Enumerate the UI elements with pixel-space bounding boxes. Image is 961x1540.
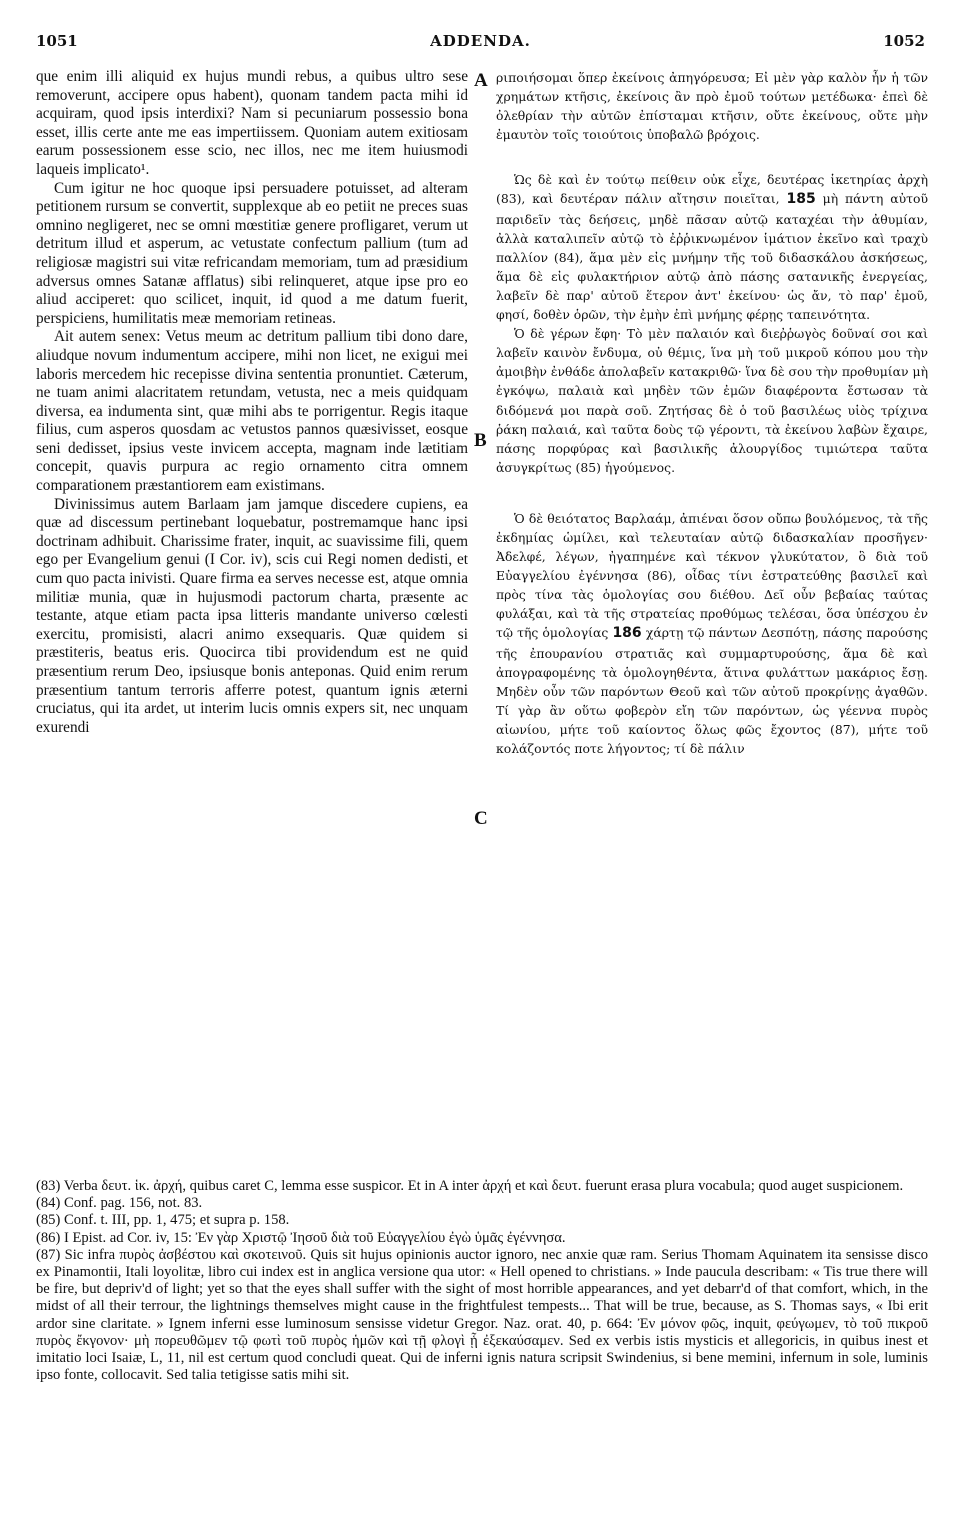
latin-paragraph: que enim illi aliquid ex hujus mundi rebus, a quibus ultro sese removerunt, accipere opus habent), quonam tandem pacta mihi id acquiram, quod ipsis interdixi? Nam si pecuniarum possessio bona esset, illis certe ante me eas impertiissem. Quoniam autem exitiosam earum possessionem esse scio, nec illos, nec me item huiusmodi laqueis implicato¹. <box>36 68 468 178</box>
latin-paragraph: Divinissimus autem Barlaam jam jamque discedere cupiens, ea quæ ad discessum pertinebant loquebatur, postremamque hanc ipsi doctrinam adhibuit. Charissime frater, inquit, ac suavissime fili, quem ego per Evangelium genui (I Cor. iv), scis cui Regi nomen dedisti, et cum quo pacta inivisti. Quare firma ea serves necesse est, atque omnia militiæ munia, quæ in hujusmodi pactorum charta, præsente ac testante, atque etiam pacta ipsa litteris mandante universo cœlesti exercitu, promisisti, alacri animo exsequaris. Quæ quidem si præstiteris, beatus eris. Quocirca tibi providendum est ne quid præsentium rerum Deo, ipsiusque bonis anteponas. Quid enim rerum præsentium tantum terroris afferre potest, quantum ignis æterni cruciatus, qui ita ardet, ut interim lucis omnis expers sit, nec unquam exurendi <box>36 495 468 736</box>
greek-paragraph <box>496 170 928 324</box>
greek-text: χάρτῃ τῷ πάντων Δεσπότῃ, πάσης παρούσης τῆς ἐπουρανίου στρατιᾶς καὶ συμμαρτυρούσης, ἅμα δὲ καὶ ἀπογραφομένης τὰ ὁμολογηθέντα, ἅτινα φυλάττων μακάριος ἔσῃ. Μηδὲν οὖν τῶν παρόντων Θεοῦ καὶ τῶν αὐτοῦ προκρίνῃς ἀγαθῶν. Τί γὰρ ἂν οὕτω φοβερὸν εἴη τῶν παρόντων, ὡς γέεννα πυρὸς αἰωνίου, μήτε τοῦ καίοντος ὅλως φῶς ἔχοντος (87), μήτε τοῦ κολάζοντός ποτε λήγοντος; τί δὲ πάλιν <box>496 625 928 756</box>
footnote: (86) I Epist. ad Cor. iv, 15: Ἐν γὰρ Χριστῷ Ἰησοῦ διὰ τοῦ Εὐαγγελίου ἐγὼ ὑμᾶς ἐγέννησα. <box>36 1229 566 1246</box>
column-number-186: 186 <box>612 625 642 642</box>
section-marker-c: C <box>474 808 488 829</box>
greek-column <box>496 68 928 758</box>
section-marker-a: A <box>474 70 488 91</box>
greek-paragraph: ριποιήσομαι ὅπερ ἐκείνοις ἀπηγόρευσα; Εἰ μὲν γὰρ καλὸν ἦν ἡ τῶν χρημάτων κτῆσις, ἐκείνοις ἂν πρὸ ἐμοῦ τούτων μετέδωκα· ἐπεὶ δὲ ὀλεθρίαν τὴν αὐτῶν ἐπίσταμαι κτῆσιν, οὔτε ἐκείνους, οὔτε μὴν ἐμαυτὸν τοῖς τοιούτοις ὑποβαλῶ βρόχοις. <box>496 70 928 143</box>
section-marker-b: B <box>474 430 487 451</box>
greek-text: Ὡς δὲ καὶ ἐν τούτῳ πείθειν οὐκ εἶχε, δευτέρας ἱκετηρίας ἀρχὴ (83), καὶ δευτέραν πάλιν αἴτησιν ποιεῖται, <box>496 172 928 207</box>
running-title: ADDENDA. <box>430 32 531 50</box>
right-page-number: 1052 <box>883 32 925 50</box>
greek-text: μὴ πάντη αὐτοῦ παριδεῖν τὰς δεήσεις, μηδὲ πᾶσαν αὐτῷ καταχέαι τὴν ἀθυμίαν, ἀλλὰ καταλιπεῖν αὐτῷ τὸ ἐῤῥικνωμένον ἱμάτιον ἐκεῖνο καὶ τραχὺ παλλίον (84), ἅμα μὲν εἰς μνήμην τῆς τοῦ διδασκάλου ἀσκήσεως, ἅμα δὲ εἰς φυλακτήριον αὐτῷ ἀπὸ πάσης σατανικῆς ἐνεργείας, λαβεῖν δὲ παρ' αὐτοῦ ἕτερον ἀντ' ἐκείνου· ὡς ἄν, τὸ παρ' ἐμοῦ, φησί, δοθὲν ὁρῶν, τὴν ἐμὴν ἐπὶ μνήμης φέρῃς ταπεινότητα. <box>496 191 928 323</box>
footnote: (84) Conf. pag. 156, not. 83. <box>36 1195 203 1212</box>
footnote: (83) Verba δευτ. ἱκ. ἀρχή, quibus caret C, lemma esse suspicor. Et in A inter ἀρχή et καὶ δευτ. fuerunt erasa plura vocabula; quod auget suspicionem. <box>36 1178 904 1194</box>
greek-paragraph: Ὁ δὲ γέρων ἔφη· Τὸ μὲν παλαιόν καὶ διεῤῥωγὸς δοῦναί σοι καὶ λαβεῖν καινὸν ἔνδυμα, οὐ θέμις, ἵνα μὴ τοῦ μικροῦ κόπου μου τὴν ἀμοιβὴν ἐνθάδε ἀπολαβεῖν κατακριθῶ· ἵνα δὲ σου τὴν προθυμίαν μὴ ἐγκόψω, παλαιὰ καὶ μηδὲν τῶν ἐμῶν διαφέροντα ἔστωσαν τὰ διδόμενά μοι παρὰ σοῦ. Ζητήσας δὲ ὁ τοῦ βασιλέως υἱὸς τρίχινα ῥάκη παλαιά, καὶ ταῦτα δοὺς τῷ γέροντι, τὰ ἐκείνου λαβὼν ἔχαιρε, πάσης πορφύρας καὶ βασιλικῆς ἀλουργίδος τιμιώτερα ταῦτα ἀσυγκρίτως (85) ἡγούμενος. <box>496 326 928 475</box>
footnotes <box>36 1178 928 1384</box>
running-header <box>36 32 925 54</box>
greek-text: Ὁ δὲ θειότατος Βαρλαάμ, ἀπιέναι ὅσον οὔπω βουλόμενος, τὰ τῆς ἐκδημίας ὡμίλει, καὶ τελευταίαν αὐτῷ διδασκαλίαν προσῆγεν· Ἀδελφέ, λέγων, ἠγαπημένε καὶ τέκνον γλυκύτατον, ὃ διὰ τοῦ Εὐαγγελίου ἐγέννησα (86), οἶδας τίνι ἐστρατεύθης βασιλεῖ καὶ πρὸς τίνα τὰς ὁμολογίας σου διέθου. Δεῖ οὖν βεβαίας ταύτας φυλάξαι, καὶ τὰ τῆς στρατείας προθύμως τελέσαι, ὅσα ὑπέσχου ἐν τῷ τῆς ὁμολογίας <box>496 510 928 641</box>
latin-column <box>36 68 468 737</box>
greek-paragraph <box>496 509 928 758</box>
footnote: (85) Conf. t. III, pp. 1, 475; et supra p. 158. <box>36 1212 290 1229</box>
column-number-185: 185 <box>786 191 816 208</box>
latin-paragraph: Ait autem senex: Vetus meum ac detritum pallium tibi dono dare, aliudque novum indumentum accipere, mihi non licet, ne exigui mei laboris mercedem hic recepisse divina sententia pronuntiet. Cæterum, ne tuam animi alacritatem retundam, vetusta, nec a meis quidquam diversa, ea indumenta sint, quæ mihi abs te porrigentur. Regis itaque filius, cum asperos quosdam ac vetustos pannos quæsivisset, eosque seni dedisset, ipsius veste invicem accepta, magnam inde lætitiam concepit, quavis purpura ac regio ornamento citra omnem comparationem præstantiorem eam existimans. <box>36 328 468 495</box>
latin-paragraph: Cum igitur ne hoc quoque ipsi persuadere potuisset, ad alteram petitionem rursum se convertit, supplexque ab eo petiit ne preces suas omnino negligeret, nec se omni mœstitiæ genere profligaret, verum ut detritum illud et asperum, ac vetustate confectum pallium (tum ad religiosæ magistri sui vitæ refricandam memoriam, tum ad præsidium adversus omnes Satanæ afflatus) sibi relinqueret, atque ipse pro eo aliud acciperet: quo scilicet, inquit, id quod a me datum fuerit, perspiciens, humilitatis meæ memoriam retineas. <box>36 179 468 327</box>
footnote: (87) Sic infra πυρὸς ἀσβέστου καὶ σκοτεινοῦ. Quis sit hujus opinionis auctor ignoro, nec anxie quæ ram. Serius Thomam Aquinatem ita sensisse disco ex Pinamontii, Itali loyolitæ, libro cui index est in anglica versione qua utor: « Hell opened to christians. » Inde paucula describam: « Tis true there will be fire, but depriv'd of light; yet so that the eyes shall suffer with the sight of most horrible appearances, and yet debarr'd of that comfort, which, in the midst of all their terrour, the lightnings themselves might cause in the frightfulest tempests... That will be true, because, as S. Thomas says, « Ibi erit ardor sine claritate. » Ignem inferni esse luminosum sensisse videtur Gregor. Naz. orat. 40, p. 664: Ἐν μόνον φῶς, inquit, φεύγωμεν, τὸ τοῦ πικροῦ πυρὸς ἔκγονον· μὴ πορευθῶμεν τῷ φωτὶ τοῦ πυρὸς ἡμῶν καὶ τῇ φλογὶ ᾗ ἐξεκαύσαμεν. Sed ex verbis istis mysticis et allegoricis, in quibus inest et imitatio loci Isaiæ, L, 11, nil est certum quod concludi queat. Qui de inferni ignis natura scripsit Swindenius, si bene memini, infernum in sole, luminis ipso fonte, collocavit. Sed talia tetigisse satis mihi sit. <box>36 1246 928 1384</box>
left-page-number: 1051 <box>36 32 78 50</box>
